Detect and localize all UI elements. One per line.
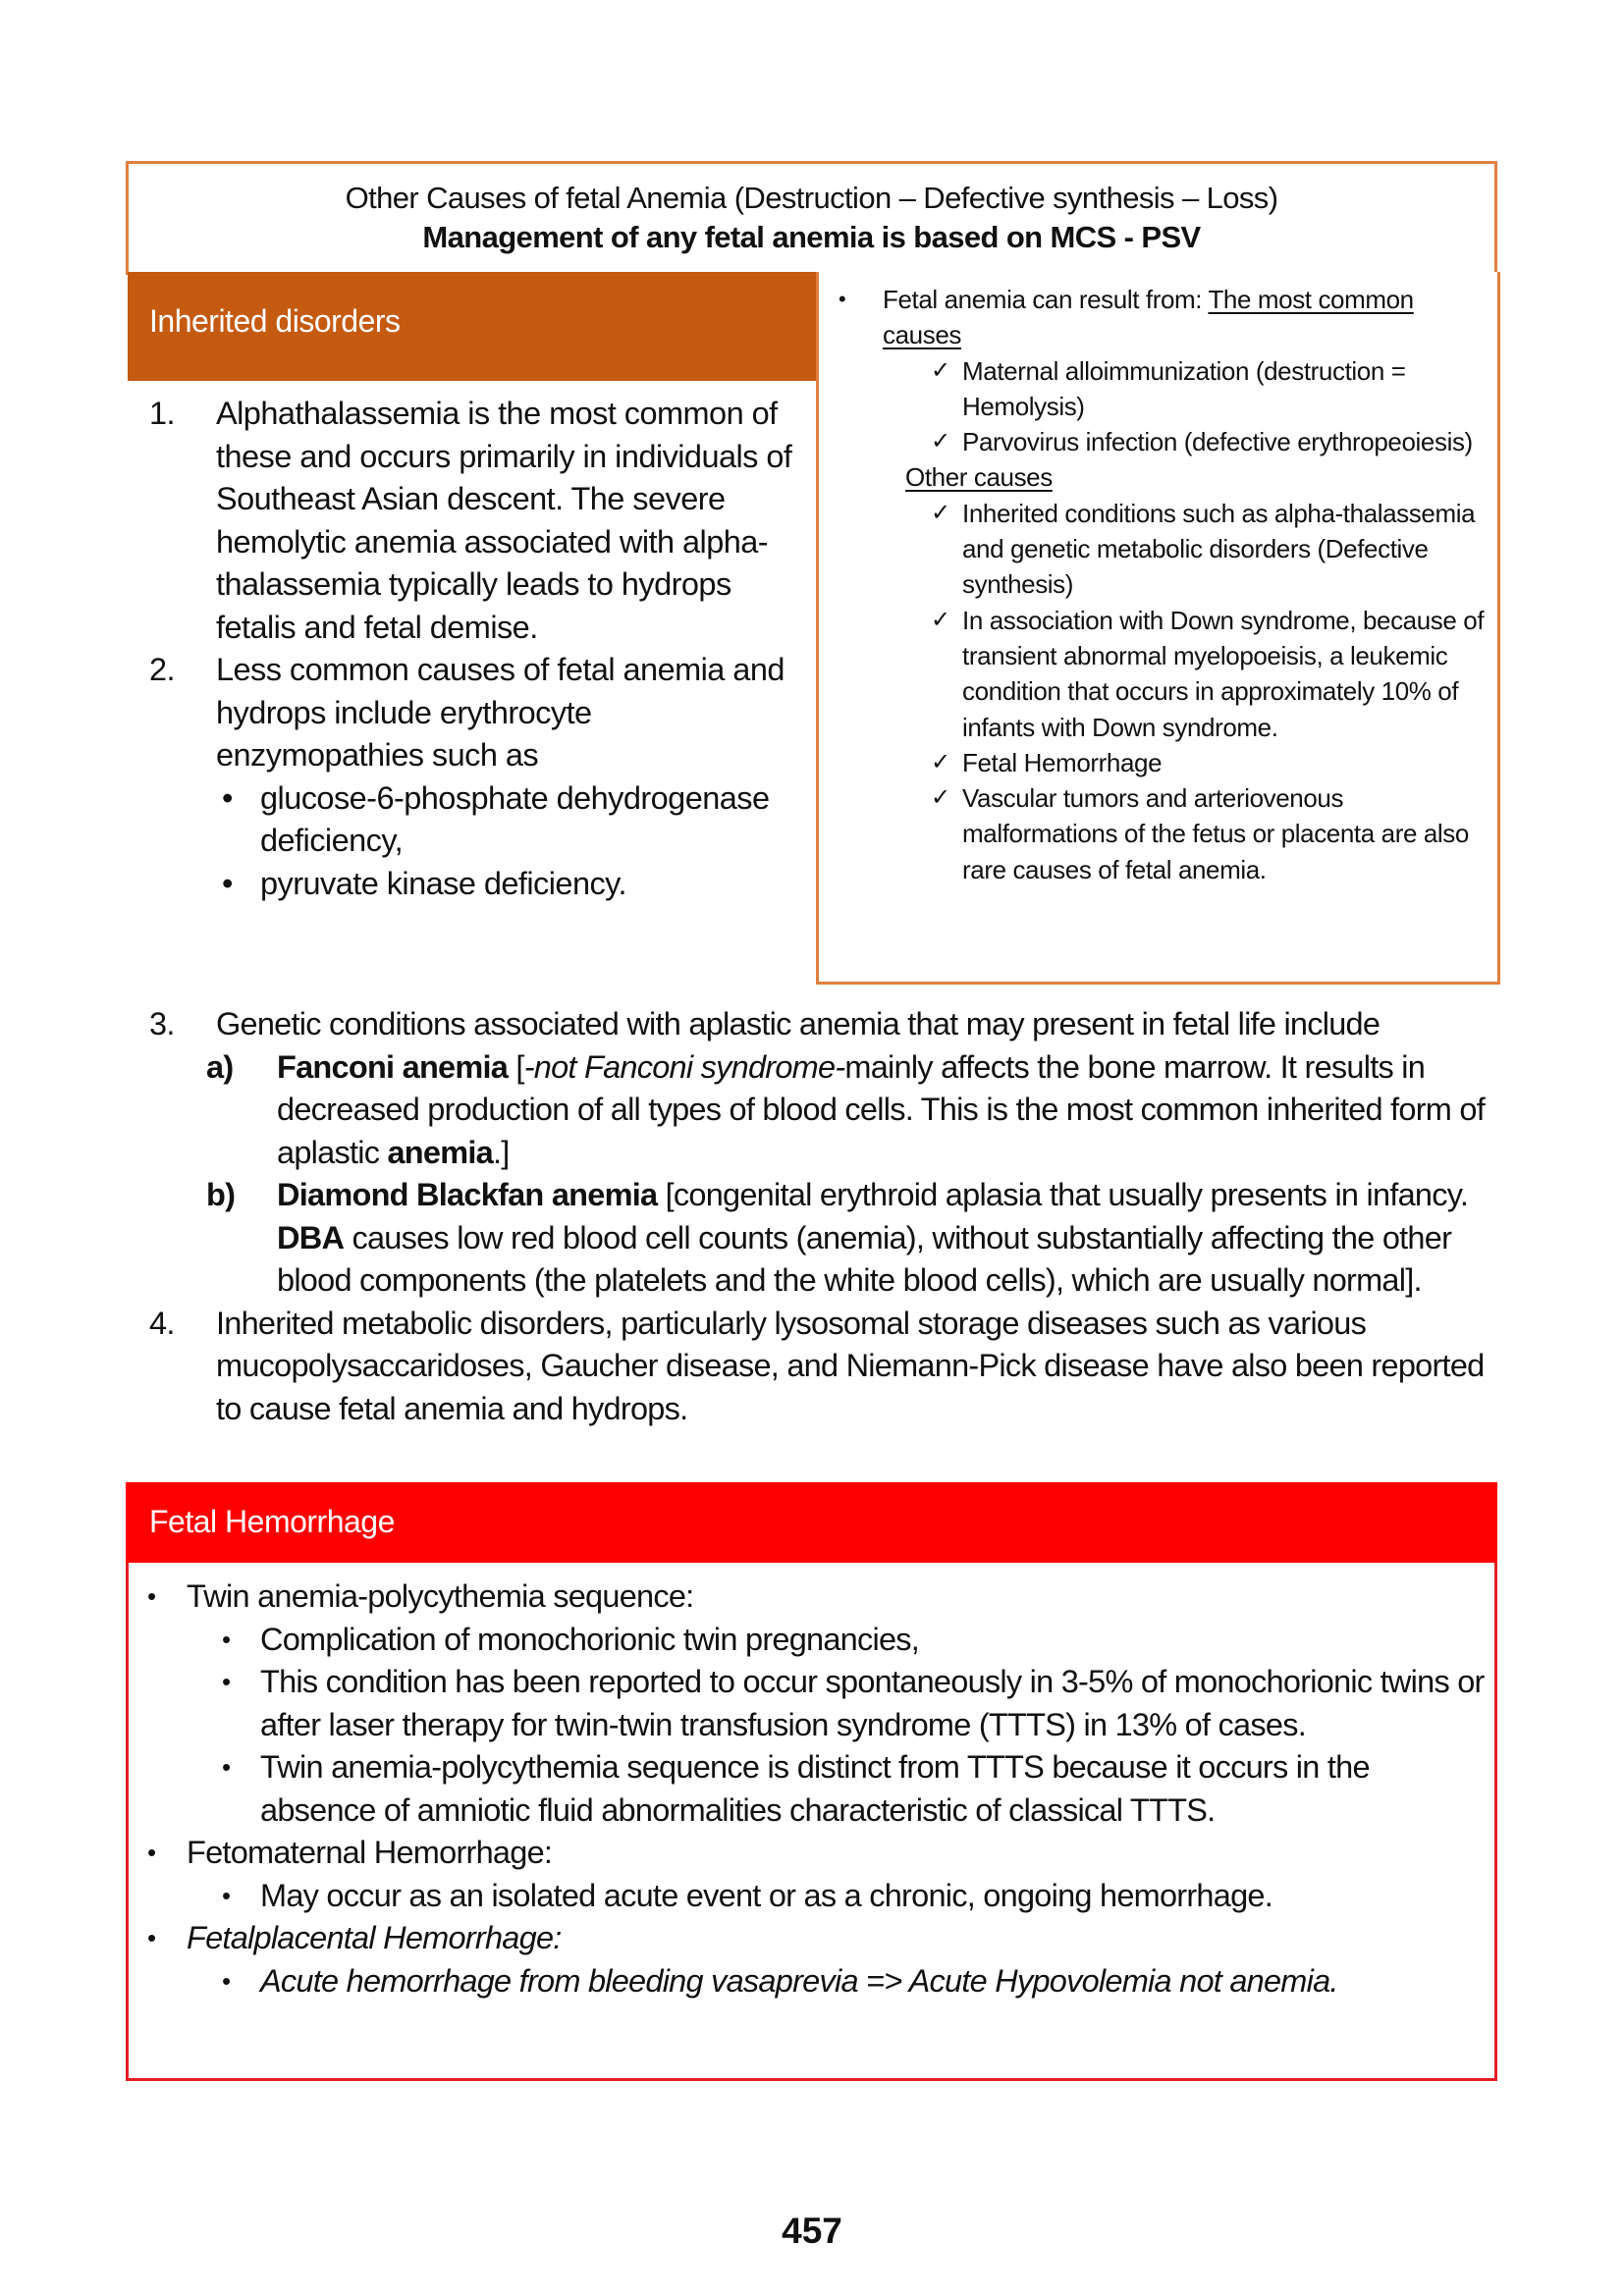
- list-item: • Acute hemorrhage from bleeding vasaprevia => Acute Hypovolemia not anemia.: [128, 1960, 1492, 2003]
- list-item: • glucose-6-phosphate dehydrogenase deficiency,: [128, 777, 805, 863]
- item-number: 2.: [149, 652, 176, 687]
- title-box: [126, 161, 1497, 275]
- check-icon: ✓: [931, 428, 950, 455]
- check-icon: ✓: [931, 784, 950, 812]
- item-number: 3.: [149, 1006, 175, 1041]
- list-item: • Fetomaternal Hemorrhage:: [128, 1832, 1492, 1875]
- list-item: ✓ Vascular tumors and arteriovenous malformations of the fetus or placenta are also rare causes of fetal anemia.: [829, 780, 1488, 887]
- check-icon: ✓: [931, 748, 950, 775]
- page-title: Other Causes of fetal Anemia (Destruction – Defective synthesis – Loss): [345, 181, 1278, 215]
- list-item: ✓ Maternal alloimmunization (destruction = Hemolysis): [829, 353, 1488, 425]
- item-text: Genetic conditions associated with aplastic anemia that may present in fetal life include: [216, 1006, 1380, 1041]
- item-label: a): [206, 1048, 234, 1085]
- list-item: • Fetalplacental Hemorrhage:: [128, 1917, 1492, 1960]
- list-item: • pyruvate kinase deficiency.: [128, 863, 805, 906]
- inherited-list: [128, 393, 805, 905]
- list-item: [128, 649, 805, 777]
- fetal-hemorrhage-header: [126, 1482, 1497, 1563]
- item-number: 4.: [149, 1305, 175, 1341]
- bullet-icon: •: [222, 865, 233, 901]
- list-item: ✓ Fetal Hemorrhage: [829, 745, 1488, 780]
- enzymopathy-list: [128, 777, 805, 906]
- list-item: • May occur as an isolated acute event or as a chronic, ongoing hemorrhage.: [128, 1875, 1492, 1918]
- bullet-icon: •: [222, 1752, 231, 1782]
- list-item: ✓ Parvovirus infection (defective erythropeoiesis): [829, 424, 1488, 459]
- item-text: Less common causes of fetal anemia and hydrops include erythrocyte enzymopathies such as: [216, 652, 785, 773]
- bullet-icon: •: [222, 1667, 231, 1696]
- inherited-disorders-header: [128, 272, 818, 381]
- item-text: Inherited metabolic disorders, particularly lysosomal storage diseases such as various mucopolysaccaridoses, Gaucher disease, and Niemann-Pick disease have also been reported to cause fetal anemia and hydrops.: [216, 1305, 1485, 1426]
- bullet-icon: •: [147, 1838, 156, 1867]
- diamond-blackfan-item: b) Diamond Blackfan anemia [congenital erythroid aplasia that usually presents in infancy. DBA causes low red blood cell counts (anemia), without substantially affecting the other blood components (the platelets and the white blood cells), which are usually normal].: [128, 1174, 1502, 1303]
- bullet-icon: •: [147, 1923, 156, 1952]
- causes-lead: • Fetal anemia can result from: The most common causes: [829, 282, 1488, 353]
- most-common-heading: The most common causes: [883, 285, 1414, 350]
- item-text: Alphathalassemia is the most common of these and occurs primarily in individuals of Southeast Asian descent. The severe hemolytic anemia associated with alpha-thalassemia typically leads to hydrops fetalis and fetal demise.: [216, 396, 792, 645]
- list-item: ✓ In association with Down syndrome, because of transient abnormal myelopoeisis, a leukemic condition that occurs in approximately 10% of infants with Down syndrome.: [829, 603, 1488, 745]
- causes-box: [816, 272, 1500, 985]
- list-item: • This condition has been reported to occur spontaneously in 3-5% of monochorionic twins or after laser therapy for twin-twin transfusion syndrome (TTTS) in 13% of cases.: [128, 1661, 1492, 1746]
- aplastic-list: [128, 1003, 1502, 1430]
- bullet-icon: •: [147, 1581, 156, 1611]
- list-item: ✓ Inherited conditions such as alpha-thalassemia and genetic metabolic disorders (Defective synthesis): [829, 496, 1488, 603]
- list-item: [128, 1303, 1502, 1431]
- item-label: b): [206, 1177, 236, 1212]
- list-item: • Twin anemia-polycythemia sequence:: [128, 1575, 1492, 1619]
- check-icon: ✓: [931, 356, 950, 384]
- other-causes-heading: Other causes: [905, 462, 1053, 493]
- page-number: 457: [782, 2211, 842, 2251]
- fanconi-item: a) Fanconi anemia [-not Fanconi syndrome-mainly affects the bone marrow. It results in decreased production of all types of blood cells. This is the most common inherited form of aplastic anemia.]: [128, 1046, 1502, 1175]
- bullet-icon: •: [222, 1965, 231, 1996]
- check-icon: ✓: [931, 606, 950, 633]
- list-item: • Twin anemia-polycythemia sequence is distinct from TTTS because it occurs in the absence of amniotic fluid abnormalities characteristic of classical TTTS.: [128, 1746, 1492, 1832]
- list-item: • Complication of monochorionic twin pregnancies,: [128, 1619, 1492, 1662]
- list-item: [128, 1003, 1502, 1046]
- hemorrhage-list: [128, 1575, 1492, 2002]
- item-number: 1.: [149, 396, 176, 431]
- section-heading: Inherited disorders: [149, 303, 401, 339]
- section-heading: Fetal Hemorrhage: [149, 1504, 395, 1539]
- bullet-icon: •: [839, 287, 846, 311]
- page-subtitle: Management of any fetal anemia is based on MCS - PSV: [422, 220, 1201, 254]
- list-item: [128, 393, 805, 649]
- bullet-icon: •: [222, 779, 233, 816]
- bullet-icon: •: [222, 1624, 231, 1654]
- check-icon: ✓: [931, 499, 950, 526]
- bullet-icon: •: [222, 1880, 231, 1910]
